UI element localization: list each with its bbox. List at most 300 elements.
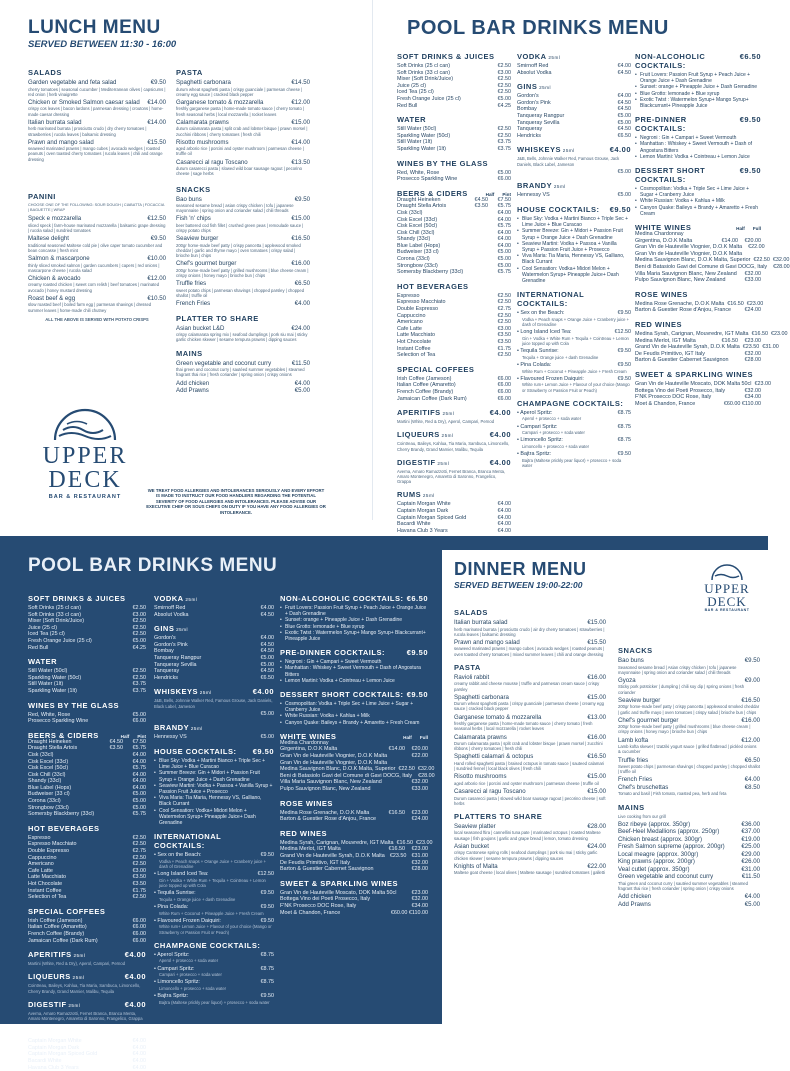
- drinks-item-full: €22.00: [411, 753, 428, 760]
- drinks-item-full: €4.00: [132, 778, 146, 785]
- drinks-section-unit: 25ml: [198, 690, 212, 696]
- drinks-item-full: €4.00: [132, 758, 146, 765]
- cocktail-description: Limoncello + prosecco + soda water: [522, 443, 590, 449]
- drinks-item-name: Beni di Batasiolo Gavi del Comune di Gavi DOCG, Italy: [635, 264, 768, 271]
- menu-item-name: Gyoza: [618, 676, 636, 684]
- drinks-item-full: €28.00: [411, 866, 428, 873]
- drinks-section-title: NON-ALCOHOLIC COCKTAILS:: [635, 52, 706, 70]
- drinks-item-full: €5.75: [497, 223, 511, 230]
- drinks-item-name: Hot Chocolate: [397, 339, 432, 345]
- drinks-item-row: [28, 805, 146, 812]
- drinks-item-full: €31.00: [411, 852, 428, 859]
- digestif-list: Averna, Amaro Ramazzotti, Fernet Branca, Branca Menta, Amaro Montenegro, Amaretto di Saronno, Frangelico, Grappa: [397, 468, 506, 485]
- menu-item-price: €24.00: [291, 324, 310, 332]
- drinks-item-price: €60.00 €110.00: [723, 400, 761, 407]
- drinks-item-row: [397, 76, 511, 83]
- drinks-section-heading: [635, 52, 761, 70]
- liqueurs-list: Cointreau, Baileys, Kahlua, Tia Maria, Sambuca, Limoncello, Cherry Brandy, Grand Marnier, Malibu, Tequila: [397, 441, 510, 452]
- menu-item-price: €14.50: [291, 79, 310, 86]
- drinks-item-half: €4.50: [109, 738, 123, 745]
- drinks-item-name: Captain Morgan Spiced Gold: [397, 514, 467, 521]
- drinks-top-columns: [373, 46, 790, 534]
- drinks-section-heading: [28, 824, 146, 833]
- drinks-item-half: [103, 752, 123, 759]
- drinks-item-name: Irish Coffee (Jameson): [28, 917, 83, 924]
- menu-item-name: Italian burrata salad: [454, 619, 508, 626]
- drinks-section-title: ROSE WINES: [635, 289, 688, 299]
- menu-item-description: Hand rolled spaghetti pasta | braised octopus in tomato sauce | sauteed calamari | sundried fennel | local black olives | fresh chili: [454, 760, 604, 772]
- drinks-item-row: [280, 760, 428, 767]
- dinner-backdrop: [436, 536, 768, 1024]
- drinks-item-name: Girgentina, D.O.K Malta: [280, 746, 338, 753]
- whiskeys-extra: [517, 169, 631, 176]
- drinks-item-price: €32.00: [411, 896, 428, 903]
- drinks-item-half: [740, 271, 742, 278]
- drinks-item-full: €24.00: [411, 816, 428, 823]
- menu-item-price: €13.00: [587, 713, 606, 721]
- drinks-item-price: €4.00: [497, 507, 511, 514]
- drinks-item-price: €5.00: [260, 661, 274, 668]
- aperitifs-list: Martini (White, Red & Dry), Aperol, Campari, Pernod: [397, 419, 495, 425]
- drinks-item-name: Hot Chocolate: [28, 881, 63, 887]
- drinks-item-row: [154, 655, 274, 662]
- menu-item-name: Add Prawns: [176, 387, 209, 395]
- drinks-item-full: €24.00: [744, 307, 761, 314]
- menu-item-description: durum wheat spaghetti pasta | crispy guanciale | parmesan cheese | creamy egg sauce | cracked black pepper: [176, 86, 303, 97]
- menu-item-row: [618, 901, 760, 909]
- menu-item-name: Seaview platter: [454, 822, 496, 830]
- drinks-item-name: Draught Stella Artois: [28, 745, 78, 752]
- drinks-item-name: Medina Syrah, Carignan, Mouvredre, IGT Malta: [280, 839, 394, 846]
- menu-item-row: [454, 619, 606, 627]
- drinks-item-row: [28, 745, 146, 752]
- drinks-item-row: [28, 811, 146, 818]
- drinks-section-unit: 25ml: [66, 1002, 81, 1008]
- cocktail-row: [154, 993, 274, 1000]
- drinks-section-title: DESSERT SHORT COCKTAILS:: [635, 166, 706, 185]
- menu-item-name: Chicken breast (approx. 300gr): [618, 835, 703, 843]
- drinks-item-name: Americano: [397, 319, 423, 326]
- drinks-item-name: Corona (33cl): [28, 798, 61, 805]
- lunch-panini-note: CHOOSE ONE OF THE FOLLOWING: SOUR DOUGH | CIABATTA | FOCACCIA | BAGUETTE | WRAP: [28, 202, 165, 213]
- drinks-item-name: Grand Vin de Hauteville Syrah, D.O.K Malta: [280, 852, 385, 859]
- menu-item-name: Beef-Heel Medallions (approx. 250gr): [618, 828, 720, 836]
- drinks-section-title: WHISKEYS 25ml: [517, 145, 575, 155]
- drinks-item-name: Budweiser (33 cl): [28, 791, 70, 798]
- drinks-item-name: Juice (25 cl): [397, 82, 427, 89]
- drinks-item-half: €22.50: [398, 766, 415, 773]
- drinks-column-2: [154, 588, 274, 1007]
- drinks-section-title: APERITIFS 25ml: [397, 408, 455, 418]
- drinks-section-heading: [517, 145, 631, 154]
- drinks-col-full: Full: [419, 734, 428, 740]
- cocktail-bullet: • Lemon Martini: Vodka + Cointreau + Lemon Juice: [635, 154, 761, 160]
- drinks-section-title: RUMS 25ml: [397, 490, 435, 500]
- digestif-list: Averna, Amaro Ramazzotti, Fernet Branca, Branca Menta, Amaro Montenegro, Amaretto di Saronno, Frangelico, Grappa: [28, 1010, 143, 1021]
- drinks-item-price: €2.50: [497, 126, 511, 133]
- menu-item-row: [176, 380, 310, 388]
- menu-item-price: €31.00: [741, 865, 760, 873]
- drinks-item-price: €5.00: [132, 711, 146, 718]
- drinks-item-row: [280, 816, 428, 823]
- cocktail-price: €9.50: [617, 361, 631, 368]
- drinks-item-name: Medina Sauvignon Blanc, D.O.K Malta, Superior: [635, 257, 751, 264]
- drinks-item-name: Still Water (1lt): [397, 139, 433, 146]
- drinks-column-1: [28, 588, 146, 1071]
- drinks-section-unit: 25ml: [552, 184, 566, 190]
- menu-item-row: [618, 893, 760, 901]
- menu-item-description: local seasoned ftira | cannellini tuna pate | marinated octopus | roasted Maltese sausage | fish goujons | garlic and grape bread | lemon, tomato dressing: [454, 830, 601, 841]
- drinks-item-row: [397, 126, 511, 133]
- drinks-section-heading: [28, 1000, 146, 1009]
- menu-item-price: €36.00: [741, 820, 760, 828]
- drinks-item-price: €23.00: [754, 380, 771, 387]
- cocktail-bullet: • Cosmopolitan: Vodka + Triple Sec + Lime Juice + Sugar + Cranberry Juice: [280, 701, 428, 713]
- drinks-item-half: [103, 805, 123, 812]
- drinks-item-price: €2.50: [132, 605, 146, 611]
- drinks-item-row: [280, 910, 428, 917]
- drinks-section-heading: [154, 594, 274, 603]
- drinks-item-price: €2.50: [497, 82, 511, 89]
- drinks-item-row: [397, 197, 511, 204]
- drinks-section-title: RED WINES: [635, 319, 683, 329]
- drinks-item-row: [397, 396, 511, 403]
- drinks-item-price: €3.00: [132, 867, 146, 874]
- menu-item-price: €16.50: [587, 753, 606, 761]
- menu-item-description: thinly sliced smoked salmon | garden cucumbers | capers | red onions | mascarpone cheese | rucola salad: [28, 262, 160, 273]
- whiskeys-extra-name: [154, 711, 258, 718]
- drinks-item-half: [745, 251, 751, 258]
- drinks-item-row: [154, 612, 274, 619]
- drinks-item-half: [468, 223, 488, 230]
- menu-item-row: [618, 873, 760, 881]
- drinks-item-row: [280, 853, 428, 860]
- drinks-section-price: €4.00: [609, 145, 631, 155]
- menu-item-row: [28, 275, 166, 283]
- drinks-section-price: €4.00: [124, 950, 146, 960]
- drinks-section-heading: [517, 290, 631, 308]
- dinner-logo: [692, 560, 762, 612]
- cocktail-description: Gin + Vodka + White Rum + Tequila + Cointreau + Lemon juice topped up with Cola: [159, 877, 266, 888]
- menu-item-price: €15.00: [587, 619, 606, 626]
- drinks-item-name: Medina Rose Grenache, D.O.K Malta: [280, 809, 370, 816]
- drinks-item-full: €5.00: [497, 249, 511, 256]
- drinks-item-price: €5.00: [497, 95, 511, 102]
- drinks-item-name: Hennessy VS: [154, 734, 187, 741]
- drinks-item-half: [468, 263, 488, 270]
- drinks-item-row: [280, 860, 428, 867]
- drinks-item-full: €5.00: [497, 262, 511, 269]
- drinks-item-name: Blue Label (Hops): [397, 242, 441, 249]
- drinks-item-row: [397, 96, 511, 103]
- upper-deck-logo: [30, 400, 140, 500]
- menu-item-price: €25.00: [741, 843, 760, 851]
- drinks-item-half: €23.50: [742, 344, 760, 351]
- drinks-item-name: Somersby Blackberry (33cl): [28, 811, 95, 818]
- drinks-item-row: [397, 501, 511, 508]
- drinks-item-name: Tanqueray Sevilla: [154, 661, 197, 668]
- drinks-item-row: [517, 192, 631, 199]
- drinks-item-price: €6.50: [260, 674, 274, 681]
- drinks-item-full: €5.00: [132, 798, 146, 805]
- drinks-item-row: [28, 888, 146, 895]
- drinks-section-title: WATER: [28, 657, 58, 667]
- drinks-item-price: €2.75: [497, 306, 511, 313]
- drinks-item-full: €5.75: [497, 203, 511, 210]
- drinks-item-name: Iced Tea (25 cl): [397, 89, 434, 96]
- drinks-item-price: €6.00: [132, 917, 146, 924]
- cocktail-row: [154, 904, 274, 911]
- drinks-item-row: [397, 352, 511, 359]
- drinks-section-title: LIQUEURS 25ml: [28, 972, 85, 982]
- cocktail-description: Campari + prosecco + soda water: [159, 972, 222, 978]
- drinks-item-name: Espresso Macchiato: [28, 841, 77, 848]
- drinks-item-price: €2.50: [132, 624, 146, 631]
- drinks-section-heading: [517, 399, 631, 408]
- drinks-section-unit: 25ml: [421, 493, 435, 499]
- drinks-column-2: [517, 46, 631, 470]
- cocktail-description: Aperol + prosecco + soda water: [159, 958, 219, 964]
- menu-item-name: Lamb kofta: [618, 736, 649, 744]
- menu-item-name: Knights of Malta: [454, 862, 498, 870]
- drinks-item-row: [28, 675, 146, 682]
- menu-item-row: [618, 737, 760, 745]
- drinks-section-heading: [28, 701, 146, 710]
- dinner-right-column: [618, 640, 760, 908]
- menu-item-name: Ravioli rabbit: [454, 673, 490, 681]
- cocktail-description: Bajtra (Maltese prickly pear liquor) + prosecco + soda water: [159, 999, 270, 1005]
- drinks-item-row: [154, 675, 274, 682]
- drinks-item-name: Fresh Orange Juice (25 cl): [28, 637, 92, 644]
- drinks-item-row: [28, 1058, 146, 1065]
- drinks-item-row: [397, 223, 511, 230]
- menu-item-price: €15.00: [587, 693, 606, 701]
- drinks-item-row: [280, 866, 428, 873]
- drinks-item-full: €22.00: [748, 244, 765, 251]
- drinks-item-price: €3.75: [132, 681, 146, 688]
- menu-item-row: [618, 828, 760, 836]
- drinks-item-name: Somersby Blackberry (33cl): [397, 269, 464, 276]
- drinks-item-name: Bombay: [154, 648, 174, 655]
- menu-item-name: Chicken & avocado: [28, 274, 81, 282]
- lunch-pasta-heading: PASTA: [176, 68, 203, 77]
- drinks-item-name: Strongbow (33cl): [397, 262, 438, 269]
- menu-item-price: €15.50: [587, 638, 606, 646]
- cocktail-price: €8.75: [260, 951, 274, 958]
- drinks-item-full: €7.50: [132, 738, 146, 745]
- drinks-section-title: BEERS & CIDERS: [397, 188, 468, 198]
- drinks-col-half: Half: [120, 733, 130, 739]
- cocktail-name: • Sex on the Beach:: [154, 852, 202, 859]
- menu-item-row: [618, 858, 760, 866]
- drinks-item-name: Tanqueray: [154, 668, 180, 675]
- drinks-item-full: €5.75: [132, 811, 146, 818]
- menu-item-name: Prawn and mango salad: [28, 138, 94, 146]
- drinks-item-row: [397, 269, 511, 276]
- drinks-item-name: Draught Heineken: [28, 738, 72, 745]
- drinks-item-name: Draught Stella Artois: [397, 203, 447, 210]
- drinks-section-title: SOFT DRINKS & JUICES: [397, 52, 495, 61]
- menu-item-name: Risotto mushrooms: [454, 773, 507, 781]
- liqueurs-list: Cointreau, Baileys, Kahlua, Tia Maria, Sambuca, Limoncello, Cherry Brandy, Grand Marnier, Malibu, Tequila: [28, 983, 141, 994]
- cocktail-name: • Bajtra Spritz:: [517, 451, 552, 458]
- drinks-item-row: [397, 89, 511, 96]
- drinks-item-row: [635, 330, 788, 338]
- logo-line2: DECK: [48, 467, 122, 493]
- drinks-item-name: Cisk Chill (33cl): [28, 771, 66, 778]
- drinks-item-row: [397, 133, 511, 140]
- drinks-item-name: Absolut Vodka: [154, 611, 189, 618]
- drinks-item-name: Gran Vin de Hauteville Viognier, D.O.K Malta: [280, 753, 388, 760]
- drinks-item-price: €2.50: [132, 631, 146, 638]
- drinks-item-row: [635, 338, 761, 345]
- drinks-item-name: Girgentina, D.O.K Malta: [635, 237, 693, 244]
- cocktail-bullet: • Exotic Twist : Watermelon Syrup+ Mango Syrup+ Blackcurrant+ Pineapple Juice: [280, 630, 428, 642]
- cocktail-price: €9.50: [260, 917, 274, 924]
- drinks-item-name: Sparkling Water (50cl): [28, 674, 82, 681]
- drinks-panel-bottom: [0, 536, 436, 1071]
- drinks-item-row: [280, 890, 428, 897]
- drinks-section-title: DESSERT SHORT COCKTAILS:: [280, 690, 404, 700]
- drinks-item-name: Hendricks: [154, 674, 178, 681]
- cocktail-bullet: • Sunset: orange + Pineapple Juice + Dash Grenadine: [280, 617, 428, 623]
- drinks-item-row: [397, 326, 511, 333]
- drinks-item-price: €6.00: [132, 924, 146, 931]
- drinks-item-full: €32.00: [411, 779, 428, 786]
- menu-item-row: [28, 79, 166, 87]
- drinks-item-full: €32.00: [411, 859, 428, 866]
- drinks-item-name: Sparkling Water (1lt): [28, 687, 77, 694]
- lunch-snacks-heading: SNACKS: [176, 184, 211, 194]
- sun-waves-icon: [45, 400, 125, 444]
- drinks-item-half: €16.50: [751, 330, 768, 337]
- drinks-item-row: [154, 662, 274, 669]
- cocktail-name: • Aperol Spritz:: [154, 951, 190, 958]
- cocktail-name: • Long Island Iced Tea:: [517, 329, 572, 336]
- menu-item-row: [28, 215, 166, 223]
- drinks-item-row: [397, 176, 511, 183]
- drinks-item-name: Gordon's: [517, 93, 539, 100]
- menu-item-price: €9.50: [150, 79, 166, 86]
- drinks-item-name: Barton & Guestier Rose d'Anjou, France: [635, 307, 732, 314]
- drinks-item-half: [468, 249, 488, 256]
- drinks-section-price: €9.50: [252, 746, 274, 756]
- drinks-item-price: €2.50: [132, 841, 146, 848]
- cocktail-bullet: • Summer Breeze: Gin + Midori + Passion Fruit Syrup + Orange Juice + Dash Grenadine: [517, 228, 631, 240]
- menu-item-price: €19.00: [741, 835, 760, 843]
- drinks-bottom-columns: [0, 588, 436, 1071]
- menu-item-price: €9.50: [744, 657, 760, 664]
- drinks-item-half: €16.50: [721, 337, 738, 344]
- drinks-item-full: [408, 740, 428, 747]
- cocktail-name: • Aperol Spritz:: [517, 409, 553, 416]
- menu-item-price: €5.00: [294, 387, 310, 395]
- drinks-column-3: [635, 46, 790, 407]
- drinks-item-name: Barton & Guestier Cabernet Sauvignon: [635, 357, 729, 364]
- drinks-item-row: [28, 625, 146, 632]
- menu-item-row: [618, 717, 760, 725]
- dinner-pasta-heading: PASTA: [454, 662, 481, 672]
- drinks-item-row: [28, 868, 146, 875]
- cocktail-bullet: • Lemon Martini: Vodka + Cointreau + Lemon Juice: [280, 678, 428, 684]
- menu-item-name: Spaghetti carbonara: [176, 79, 231, 86]
- drinks-section-heading: [154, 687, 274, 696]
- cocktail-name: • Flavoured Frozen Daiquiri:: [154, 917, 221, 924]
- menu-item-description: 200gr home-made beef patty | crispy pancetta | applewood smoked cheddar | garlic and thyme mayo | oven tomatoes | crispy salad | brioche bun | chips: [176, 242, 301, 259]
- drinks-item-row: [397, 63, 511, 70]
- drinks-item-row: [28, 841, 146, 848]
- cocktail-row: [154, 952, 274, 959]
- cocktail-description: Vodka + Peach snaps + Orange Juice + Cranberry juice + dash of Grenadine: [159, 858, 267, 869]
- drinks-item-row: [28, 631, 146, 638]
- menu-item-description: traditional seasoned Maltese cold pie | olive caper tomato cucumber and bean concasse | fresh mint: [28, 242, 163, 253]
- drinks-item-name: Instant Coffee: [397, 345, 431, 352]
- drinks-section-unit: 25ml: [440, 411, 455, 417]
- dinner-title: DINNER MENU: [454, 559, 587, 579]
- drinks-item-name: Soft Drinks (33 cl can): [397, 69, 451, 76]
- drinks-item-full: €20.00: [744, 237, 761, 244]
- drinks-section-title: RUMS 25ml: [28, 1027, 66, 1037]
- lunch-platter-list: [176, 325, 310, 343]
- cocktail-row: [154, 918, 274, 925]
- menu-item-name: Maltese delight: [28, 235, 69, 243]
- drinks-item-row: [397, 293, 511, 300]
- drinks-section-title: ROSE WINES: [280, 798, 333, 808]
- drinks-item-half: [390, 760, 407, 767]
- drinks-section-price: €9.50: [739, 115, 761, 125]
- drinks-item-name: Tanqueray Sevilla: [517, 119, 560, 126]
- drinks-item-price: €4.00: [497, 521, 511, 528]
- menu-item-description: crispy Cantonese spring rolls | seafood dumplings | pork siu mai | sticky garlic chicken skewer | sesame tempura prawns | dipping sauces: [454, 850, 598, 861]
- drinks-item-full: [741, 231, 761, 238]
- drinks-section-heading: [635, 115, 761, 133]
- drinks-item-price: €3.00: [497, 69, 511, 76]
- menu-item-row: [618, 866, 760, 874]
- drinks-item-name: Red Bull: [28, 644, 49, 651]
- menu-item-row: [28, 235, 166, 243]
- drinks-section-price: €4.00: [489, 457, 511, 467]
- menu-item-price: €8.50: [744, 783, 760, 791]
- menu-item-description: beer battered cod fish fillet | crushed green peas | remoulade sauce | crispy potato chips: [176, 222, 304, 234]
- drinks-section-title: WHISKEYS 25ml: [154, 687, 212, 697]
- menu-item-price: €16.00: [587, 673, 606, 681]
- drinks-item-price: €5.00: [260, 734, 274, 741]
- menu-item-price: €9.50: [150, 235, 166, 243]
- cocktail-description: Limoncello + prosecco + soda water: [159, 985, 227, 991]
- menu-item-price: €13.50: [291, 158, 310, 166]
- menu-item-description: crispy cos leaves | bacon lardons | parmesan dressing | croutons | home-made caesar dressing: [28, 106, 164, 117]
- drinks-section-title: RED WINES: [280, 828, 328, 838]
- logo-line1: UPPER: [42, 443, 128, 469]
- lunch-mains-heading: MAINS: [176, 348, 203, 358]
- menu-item-name: Garden vegetable and feta salad: [28, 79, 117, 86]
- drinks-section-heading: [397, 282, 511, 291]
- drinks-item-price: €5.00: [617, 192, 631, 199]
- drinks-item-name: Strongbow (33cl): [28, 804, 69, 811]
- drinks-section-heading: [397, 458, 511, 467]
- menu-item-price: €4.00: [744, 776, 760, 784]
- whiskeys-list: J&B, Bells, Johnnie Walker Red, Famous Grouse, Jack Daniels, Black Label, Jameson: [154, 698, 273, 709]
- menu-item-description: sweet potato chips | parmesan shavings | chopped parsley | chopped shallot | truffle oil: [176, 287, 305, 299]
- cocktail-price: €9.50: [260, 993, 274, 1000]
- drinks-item-price: €2.50: [497, 319, 511, 326]
- drinks-section-price: €4.00: [489, 408, 511, 418]
- drinks-item-row: [397, 249, 511, 256]
- drinks-item-row: [397, 382, 511, 389]
- drinks-item-row: [635, 238, 761, 245]
- drinks-item-half: €3.50: [109, 745, 123, 752]
- drinks-item-price: €2.50: [497, 132, 511, 139]
